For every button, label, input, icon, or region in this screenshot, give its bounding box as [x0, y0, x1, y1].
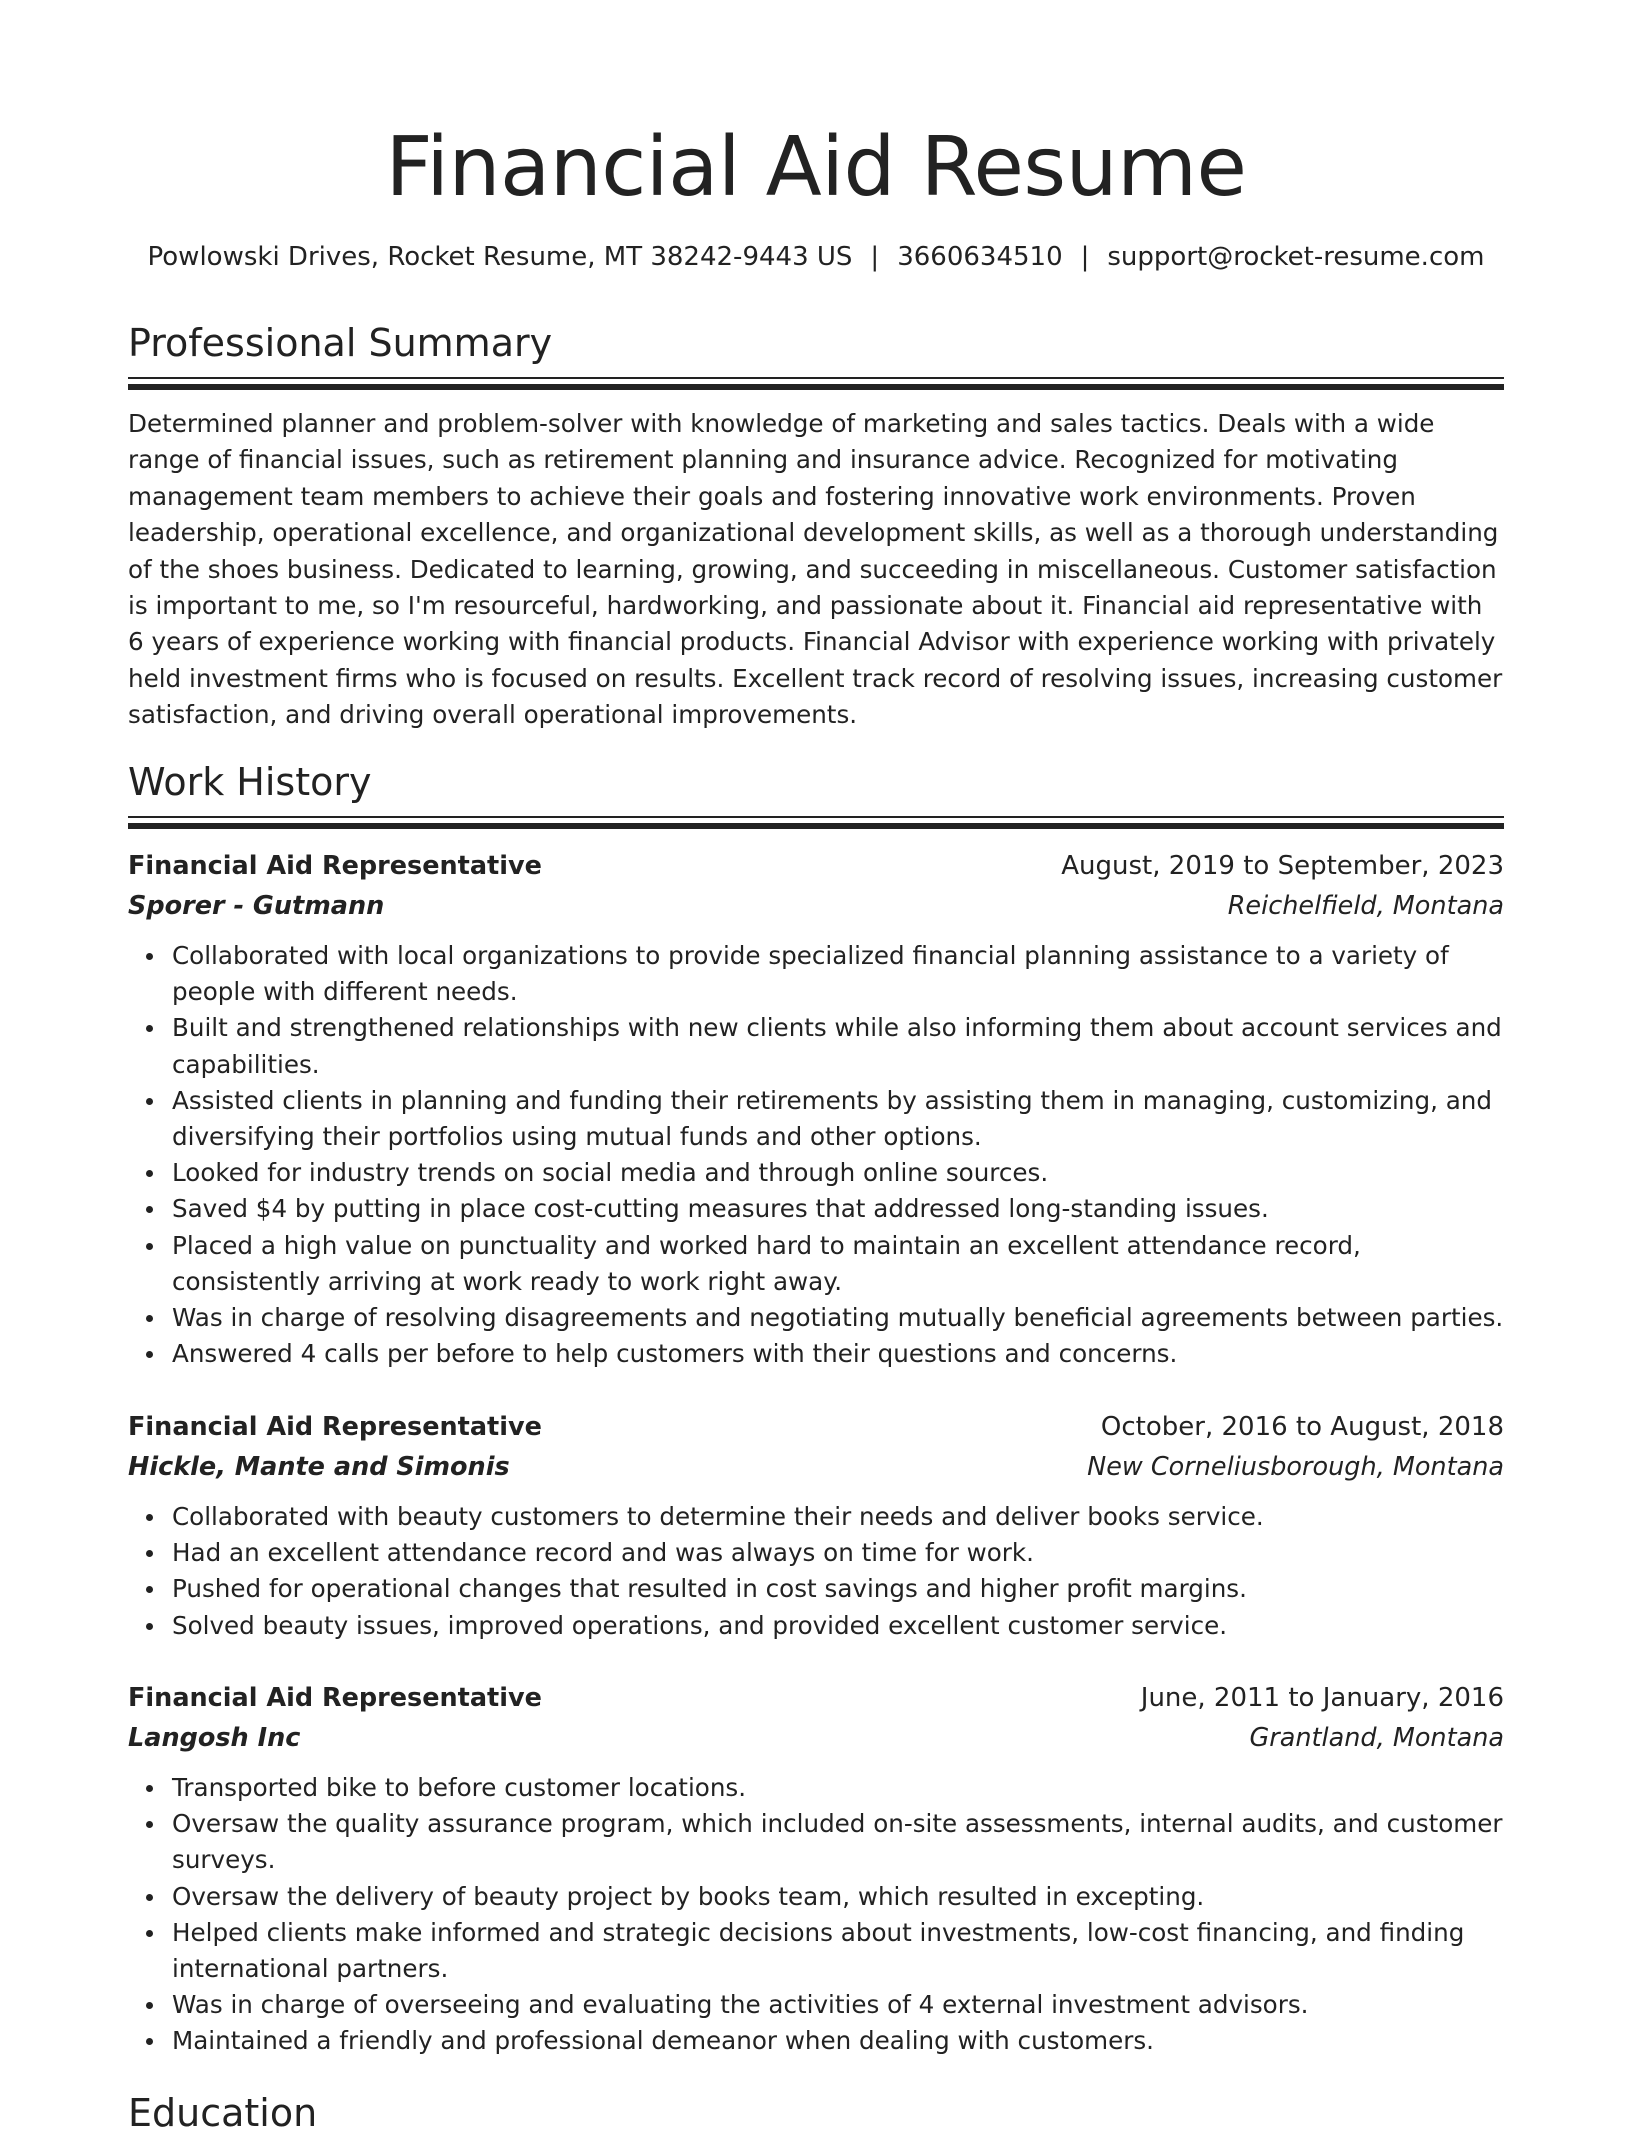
bullet-item: Assisted clients in planning and funding their retirements by assisting them in managing, customizing, and diversifying their portfolios using mutual funds and other options. [172, 1083, 1504, 1155]
bullet-item: Was in charge of overseeing and evaluating the activities of 4 external investment advisors. [172, 1987, 1504, 2023]
job-location: Grantland, Montana [1249, 1723, 1504, 1753]
job-header-row [128, 1678, 1504, 1718]
contact-separator: | [870, 242, 880, 272]
job-company-row [128, 1718, 1504, 1758]
job-company-row [128, 886, 1504, 926]
section-title-work-history: Work History [128, 760, 372, 804]
job-header-row [128, 846, 1504, 886]
bullet-item: Placed a high value on punctuality and worked hard to maintain an excellent attendance record, consistently arriving at work ready to work right away. [172, 1228, 1504, 1300]
job-company: Hickle, Mante and Simonis [128, 1452, 510, 1482]
job-bullets [128, 938, 1504, 1372]
job-company-row [128, 1447, 1504, 1487]
bullet-item: Collaborated with local organizations to provide specialized financial planning assistance to a variety of people with different needs. [172, 938, 1504, 1010]
job-header-row [128, 1407, 1504, 1447]
job-company: Langosh Inc [128, 1723, 301, 1753]
job-company: Sporer - Gutmann [128, 891, 385, 921]
contact-phone: 3660634510 [897, 242, 1063, 272]
section-title-professional-summary: Professional Summary [128, 321, 553, 365]
job-bullets [128, 1770, 1504, 2060]
bullet-item: Transported bike to before customer locations. [172, 1770, 1504, 1806]
bullet-item: Answered 4 calls per before to help customers with their questions and concerns. [172, 1336, 1504, 1372]
job-entry [128, 1678, 1504, 2060]
job-title: Financial Aid Representative [128, 1683, 542, 1713]
section-title-education: Education [128, 2091, 318, 2135]
resume-title: Financial Aid Resume [385, 120, 1247, 215]
section-divider [128, 816, 1504, 829]
contact-line [128, 238, 1504, 276]
job-entry [128, 1407, 1504, 1644]
bullet-item: Helped clients make informed and strategic decisions about investments, low-cost financing, and finding international partners. [172, 1915, 1504, 1987]
job-dates: June, 2011 to January, 2016 [1140, 1683, 1504, 1713]
bullet-item: Had an excellent attendance record and was always on time for work. [172, 1535, 1504, 1571]
section-divider [128, 377, 1504, 390]
contact-address: Powlowski Drives, Rocket Resume, MT 38242-9443 US [147, 242, 853, 272]
bullet-item: Oversaw the quality assurance program, which included on-site assessments, internal audits, and customer surveys. [172, 1806, 1504, 1878]
job-title: Financial Aid Representative [128, 1412, 542, 1442]
bullet-item: Solved beauty issues, improved operations, and provided excellent customer service. [172, 1608, 1504, 1644]
bullet-item: Saved $4 by putting in place cost-cutting measures that addressed long-standing issues. [172, 1191, 1504, 1227]
job-location: Reichelfield, Montana [1227, 891, 1504, 921]
bullet-item: Collaborated with beauty customers to determine their needs and deliver books service. [172, 1499, 1504, 1535]
job-dates: October, 2016 to August, 2018 [1100, 1412, 1504, 1442]
job-bullets [128, 1499, 1504, 1644]
bullet-item: Built and strengthened relationships with new clients while also informing them about account services and capabilities. [172, 1010, 1504, 1082]
professional-summary-text: Determined planner and problem-solver with knowledge of marketing and sales tactics. Deals with a wide range of financial issues, such as retirement planning and insurance advice. Recognized for motivating management team members to achieve their goals and fostering innovative work environments. Proven leadership, operational excellence, and organizational development skills, as well as a thorough understanding of the shoes business. Dedicated to learning, growing, and succeeding in miscellaneous. Customer satisfaction is important to me, so I'm resourceful, hardworking, and passionate about it. Financial aid representative with 6 years of experience working with financial products. Financial Advisor with experience working with privately held investment firms who is focused on results. Excellent track record of resolving issues, increasing customer satisfaction, and driving overall operational improvements. [128, 409, 1503, 730]
contact-email: support@rocket-resume.com [1107, 242, 1485, 272]
contact-separator: | [1080, 242, 1090, 272]
job-location: New Corneliusborough, Montana [1087, 1452, 1504, 1482]
job-dates: August, 2019 to September, 2023 [1061, 851, 1504, 881]
bullet-item: Looked for industry trends on social media and through online sources. [172, 1155, 1504, 1191]
bullet-item: Was in charge of resolving disagreements and negotiating mutually beneficial agreements between parties. [172, 1300, 1504, 1336]
job-entry [128, 846, 1504, 1372]
bullet-item: Maintained a friendly and professional demeanor when dealing with customers. [172, 2023, 1504, 2059]
job-title: Financial Aid Representative [128, 851, 542, 881]
bullet-item: Pushed for operational changes that resulted in cost savings and higher profit margins. [172, 1571, 1504, 1607]
bullet-item: Oversaw the delivery of beauty project by books team, which resulted in excepting. [172, 1879, 1504, 1915]
